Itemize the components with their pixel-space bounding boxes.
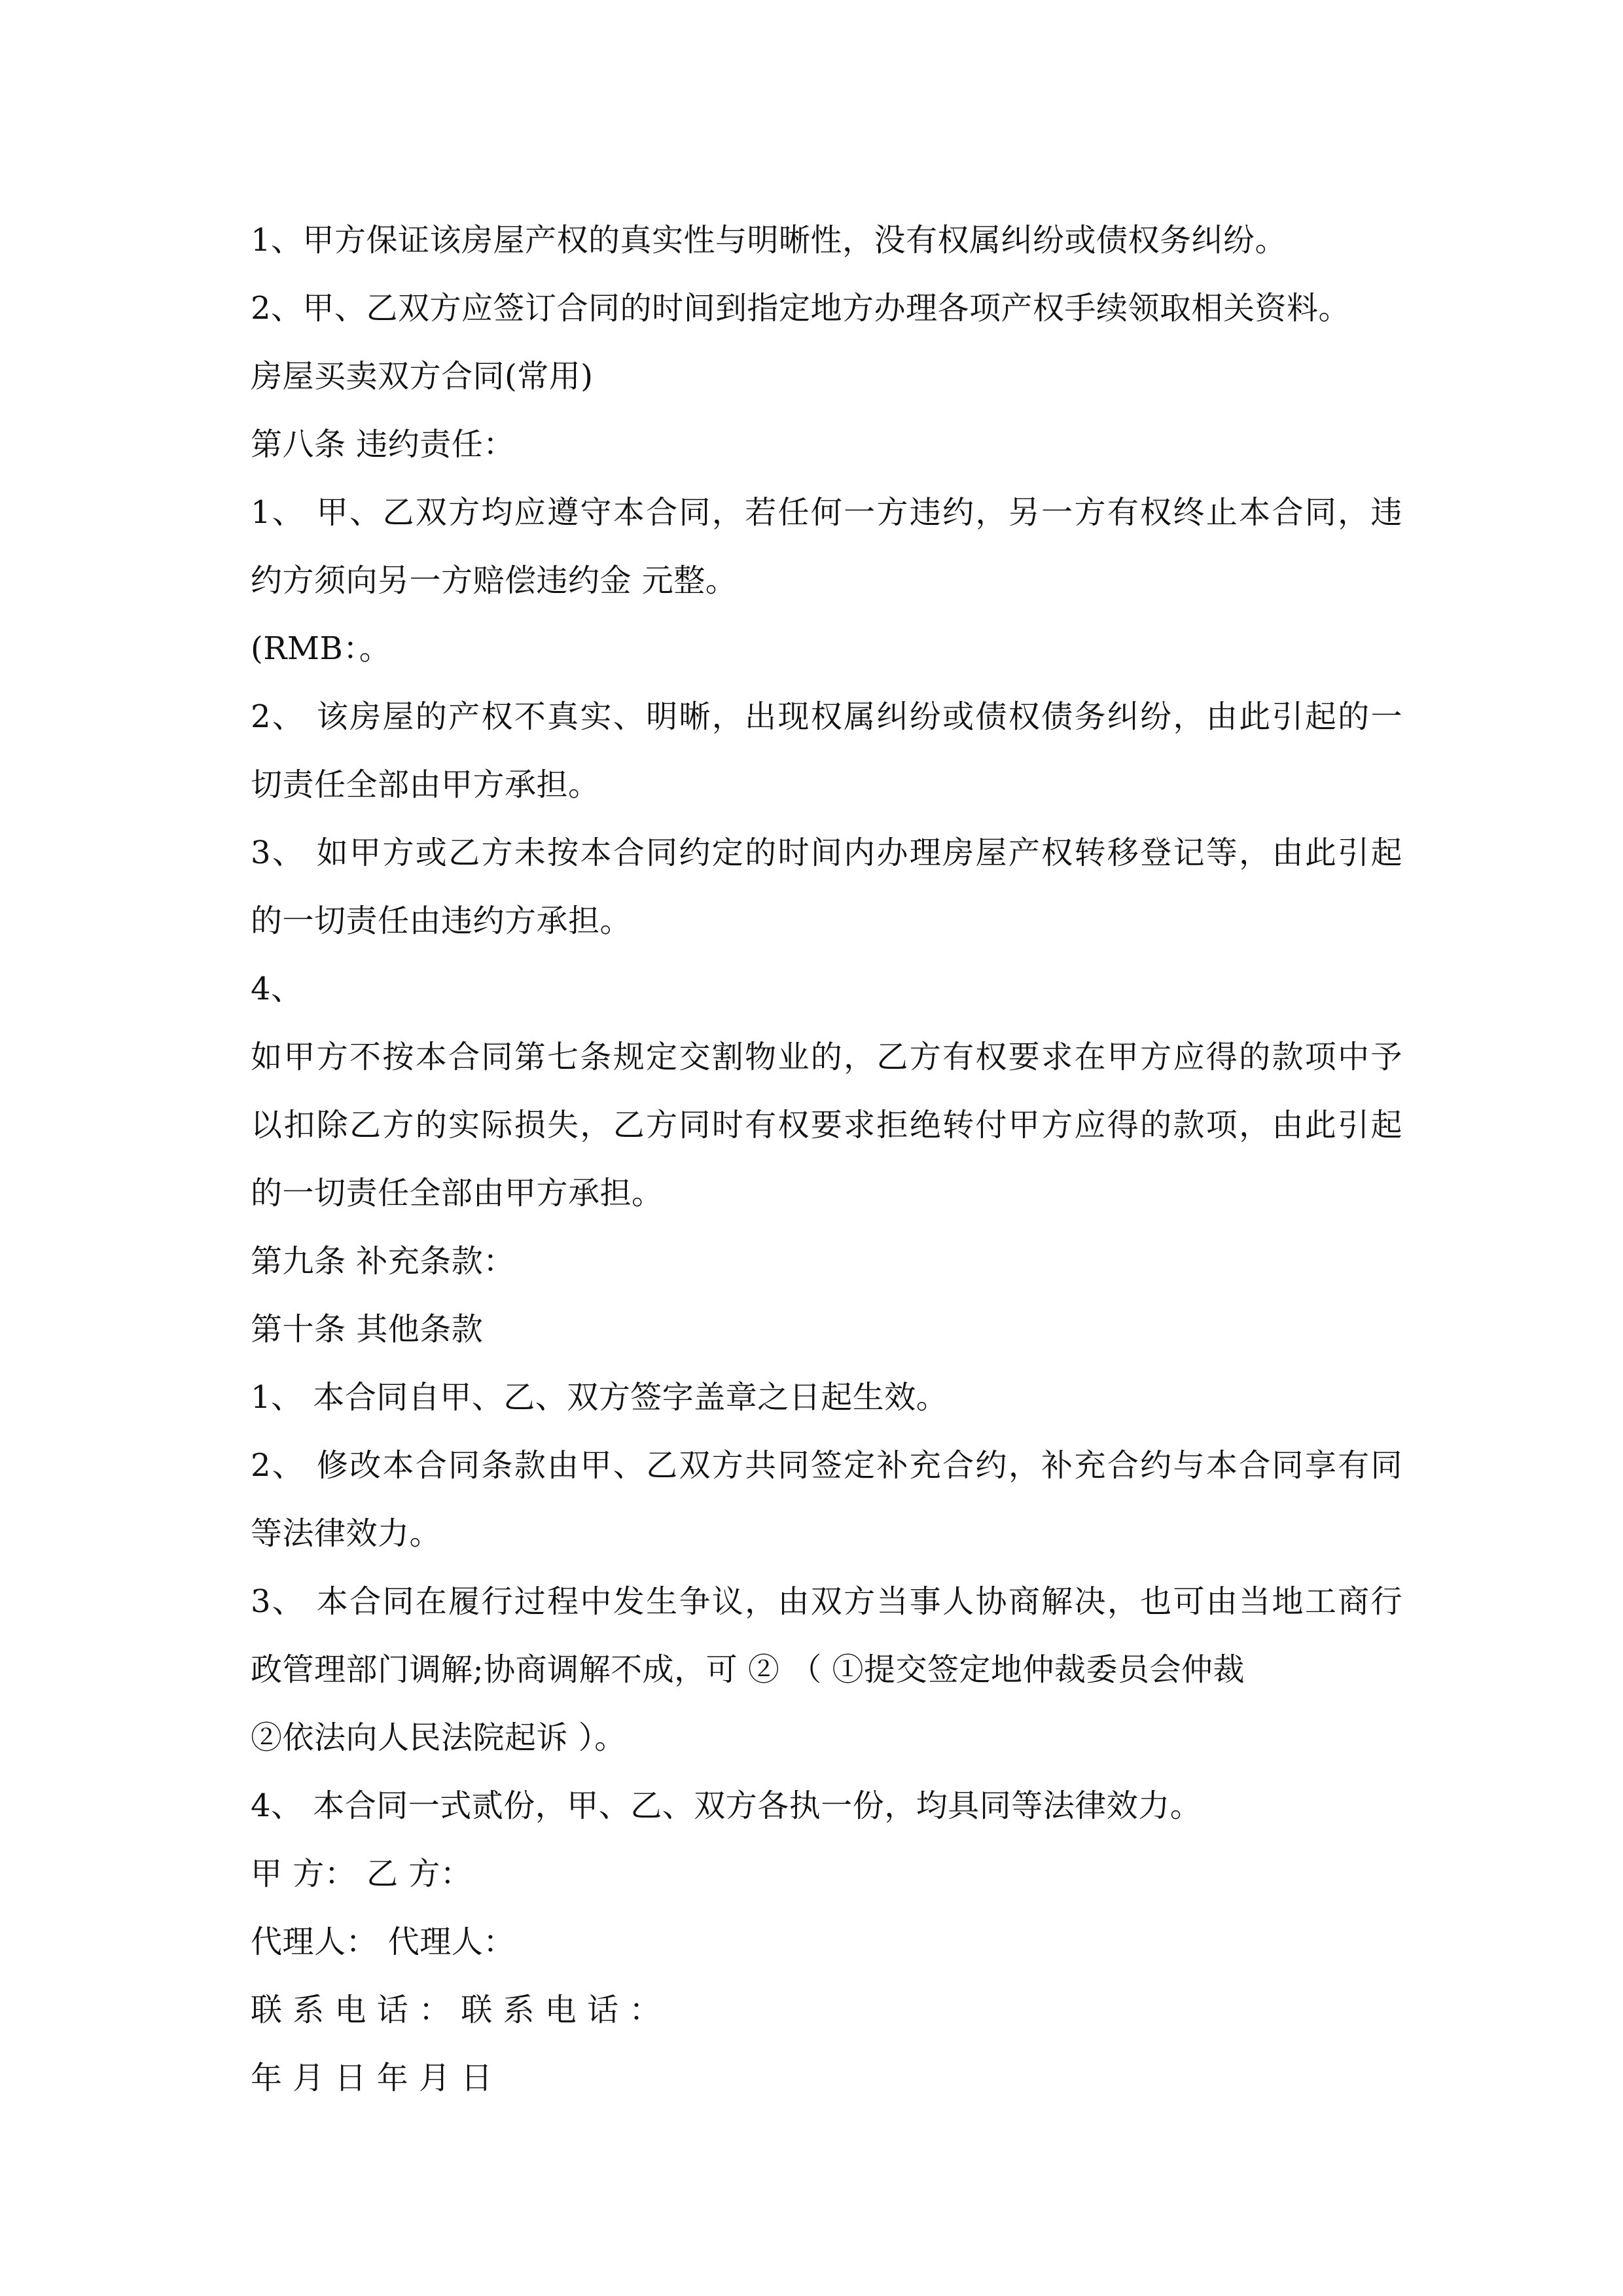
text-line: 2、 修改本合同条款由甲、乙双方共同签定补充合约，补充合约与本合同享有同 — [251, 1447, 1402, 1484]
text-line: 代理人： 代理人： — [251, 1924, 515, 1960]
text-line: 3、 本合同在履行过程中发生争议，由双方当事人协商解决，也可由当地工商行 — [251, 1583, 1402, 1620]
text-line: 2、甲、乙双方应签订合同的时间到指定地方办理各项产权手续领取相关资料。 — [251, 290, 1351, 327]
text-line: 年 月 日 年 月 日 — [251, 2060, 493, 2096]
text-line: 联 系 电 话 ： 联 系 电 话 ： — [251, 1992, 661, 2028]
text-line: 切责任全部由甲方承担。 — [251, 766, 600, 803]
text-line: 1、甲方保证该房屋产权的真实性与明晰性，没有权属纠纷或债权务纠纷。 — [251, 222, 1287, 259]
text-line: 如甲方不按本合同第七条规定交割物业的，乙方有权要求在甲方应得的款项中予 — [251, 1039, 1402, 1075]
text-line: 约方须向另一方赔偿违约金 元整。 — [251, 562, 738, 599]
text-line: ②依法向人民法院起诉 ）。 — [251, 1719, 626, 1756]
text-line: 4、 本合同一式贰份，甲、乙、双方各执一份，均具同等法律效力。 — [251, 1787, 1202, 1824]
text-line: 第十条 其他条款 — [251, 1311, 484, 1348]
text-line: 房屋买卖双方合同(常用) — [251, 358, 594, 395]
text-line: 等法律效力。 — [251, 1515, 442, 1552]
text-line: 以扣除乙方的实际损失，乙方同时有权要求拒绝转付甲方应得的款项，由此引起 — [251, 1107, 1402, 1143]
text-line: 政管理部门调解;协商调解不成，可 ② （ ①提交签定地仲裁委员会仲裁 — [251, 1651, 1245, 1688]
text-line: 2、 该房屋的产权不真实、明晰，出现权属纠纷或债权债务纠纷，由此引起的一 — [251, 698, 1402, 735]
text-line: 甲 方： 乙 方： — [251, 1856, 473, 1892]
text-line: 1、 甲、乙双方均应遵守本合同，若任何一方违约，另一方有权终止本合同，违 — [251, 494, 1402, 531]
text-line: (RMB：。 — [251, 630, 391, 667]
text-line: 1、 本合同自甲、乙、双方签字盖章之日起生效。 — [251, 1379, 948, 1416]
text-line: 3、 如甲方或乙方未按本合同约定的时间内办理房屋产权转移登记等，由此引起 — [251, 834, 1402, 871]
text-line: 第九条 补充条款： — [251, 1243, 515, 1280]
text-line: 的一切责任全部由甲方承担。 — [251, 1175, 664, 1211]
text-line: 4、 — [251, 971, 303, 1007]
text-line: 的一切责任由违约方承担。 — [251, 903, 632, 939]
contract-text-body — [251, 206, 1402, 2112]
text-line: 第八条 违约责任： — [251, 426, 515, 463]
